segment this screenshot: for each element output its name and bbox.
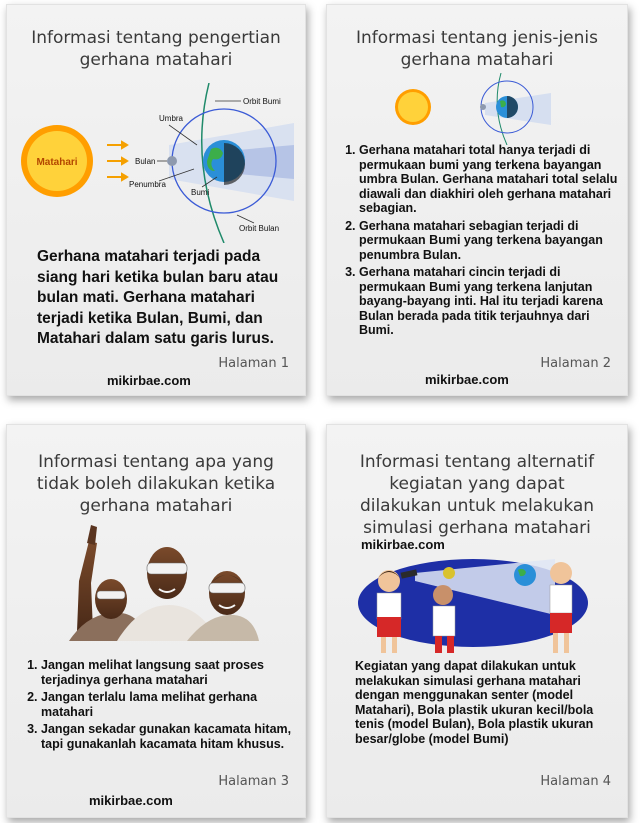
eclipse-diagram-small [393, 73, 553, 145]
list-item: 1. Gerhana matahari total hanya terjadi di permukaan bumi yang terkena bayangan umbra Bulan. Gerhana matahari total selalu diawali dan diakhiri oleh gerhana matahari sebagian. [359, 143, 621, 216]
info-card-4 [326, 424, 628, 818]
watermark: mikirbae.com [361, 537, 445, 552]
page-number: Halaman 3 [218, 774, 289, 789]
page-number: Halaman 4 [540, 774, 611, 789]
solar-eclipse-diagram [19, 83, 304, 243]
list-item: 2. Gerhana matahari sebagian terjadi di permukaan Bumi yang terkena bayangan penumbra Bulan. [359, 219, 621, 263]
umbra-label: Umbra [159, 114, 184, 123]
watermark: mikirbae.com [107, 373, 191, 388]
card-list [23, 658, 301, 754]
penumbra-label: Penumbra [129, 180, 166, 189]
info-card-2 [326, 4, 628, 396]
list-item: 3. Jangan sekadar gunakan kacamata hitam, tapi gunakanlah kacamata hitam khusus. [41, 722, 301, 751]
info-card-3 [6, 424, 306, 818]
earth-orbit-label: Orbit Bumi [243, 97, 281, 106]
moon-orbit-label: Orbit Bulan [239, 224, 280, 233]
watermark: mikirbae.com [425, 372, 509, 387]
moon [167, 156, 177, 166]
card-title: Informasi tentang alternatif kegiatan yang dapat dilakukan untuk melakukan simulasi gerhana matahari [359, 452, 595, 538]
card-title: Informasi tentang apa yang tidak boleh dilakukan ketika gerhana matahari [36, 452, 276, 516]
page-number: Halaman 1 [218, 356, 289, 371]
earth-label: Bumi [191, 188, 210, 197]
card-title: Informasi tentang pengertian gerhana matahari [31, 28, 281, 70]
list-item: 1. Jangan melihat langsung saat proses terjadinya gerhana matahari [41, 658, 301, 687]
card-body: Gerhana matahari terjadi pada siang hari ketika bulan baru atau bulan mati. Gerhana matahari terjadi ketika Bulan, Bumi, dan Matahari dalam satu garis lurus. [37, 248, 279, 347]
list-item: 2. Jangan terlalu lama melihat gerhana matahari [41, 690, 301, 719]
info-card-1 [6, 4, 306, 396]
page-number: Halaman 2 [540, 356, 611, 371]
card-body: Kegiatan yang dapat dilakukan untuk melakukan simulasi gerhana matahari dengan menggunakan senter (model Matahari), Bola plastik ukuran kecil/bola tenis (model Bulan), Bola plastik ukuran besar/globe (model Bumi) [355, 659, 594, 746]
sun-label: Matahari [36, 157, 78, 168]
card-title: Informasi tentang jenis-jenis gerhana matahari [356, 28, 598, 70]
watermark: mikirbae.com [89, 793, 173, 808]
moon-label: Bulan [135, 157, 156, 166]
people-viewing-eclipse-image [69, 521, 259, 641]
eclipse-simulation-image [355, 551, 605, 655]
list-item: 3. Gerhana matahari cincin terjadi di permukaan Bumi yang terkena lanjutan bayang-bayang inti. Hal itu terjadi karena Bulan berada pada titik terjauhnya dari Bumi. [359, 265, 621, 338]
card-list [341, 143, 621, 341]
